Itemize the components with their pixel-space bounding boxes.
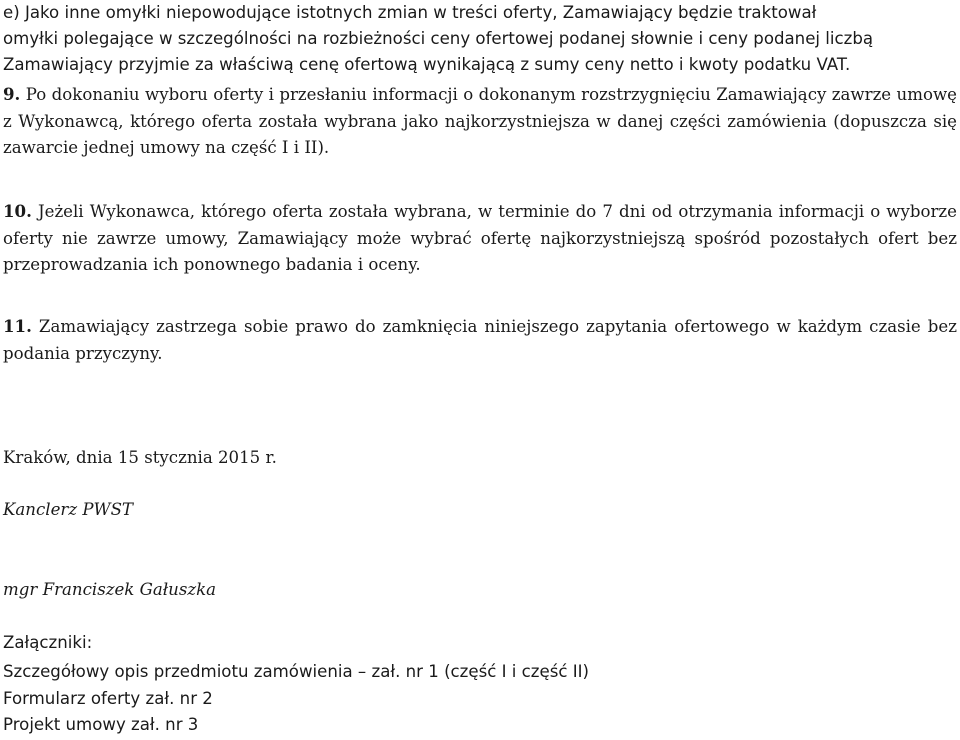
section-9 [3, 81, 957, 162]
section-text: Jeżeli Wykonawca, którego oferta została wybrana, w terminie do 7 dni od otrzymania informacji o wyborze oferty nie zawrze umowy, Zamawiający może wybrać ofertę najkorzystniejszą spośród pozostałych ofert bez przeprowadzania ich ponownego badania i oceny. [3, 202, 957, 274]
section-number: 11. [3, 316, 32, 336]
section-number: 9. [3, 84, 21, 104]
attachments-heading: Załączniki: [3, 633, 93, 652]
intro-line: e) Jako inne omyłki niepowodujące istotnych zmian w treści oferty, Zamawiający będzie traktował [3, 3, 817, 22]
intro-line: omyłki polegające w szczególności na rozbieżności ceny ofertowej podanej słownie i ceny podanej liczbą [3, 29, 874, 48]
attachment-item: Formularz oferty zał. nr 2 [3, 689, 213, 708]
signatory-title: Kanclerz PWST [3, 500, 134, 519]
intro-paragraph [3, 0, 957, 78]
section-11 [3, 313, 957, 367]
date-line: Kraków, dnia 15 stycznia 2015 r. [3, 448, 277, 467]
section-number: 10. [3, 201, 32, 221]
section-10 [3, 198, 957, 279]
section-text: Po dokonaniu wyboru oferty i przesłaniu informacji o dokonanym rozstrzygnięciu Zamawiający zawrze umowę z Wykonawcą, którego oferta została wybrana jako najkorzystniejsza w danej części zamówienia (dopuszcza się zawarcie jednej umowy na część I i II). [3, 85, 957, 157]
intro-line: Zamawiający przyjmie za właściwą cenę ofertową wynikającą z sumy ceny netto i kwoty podatku VAT. [3, 55, 851, 74]
signatory-name: mgr Franciszek Gałuszka [3, 580, 217, 599]
section-text: Zamawiający zastrzega sobie prawo do zamknięcia niniejszego zapytania ofertowego w każdym czasie bez podania przyczyny. [3, 317, 957, 363]
attachment-item: Szczegółowy opis przedmiotu zamówienia – zał. nr 1 (część I i część II) [3, 662, 590, 681]
attachment-item: Projekt umowy zał. nr 3 [3, 715, 199, 734]
document-page [3, 0, 957, 734]
